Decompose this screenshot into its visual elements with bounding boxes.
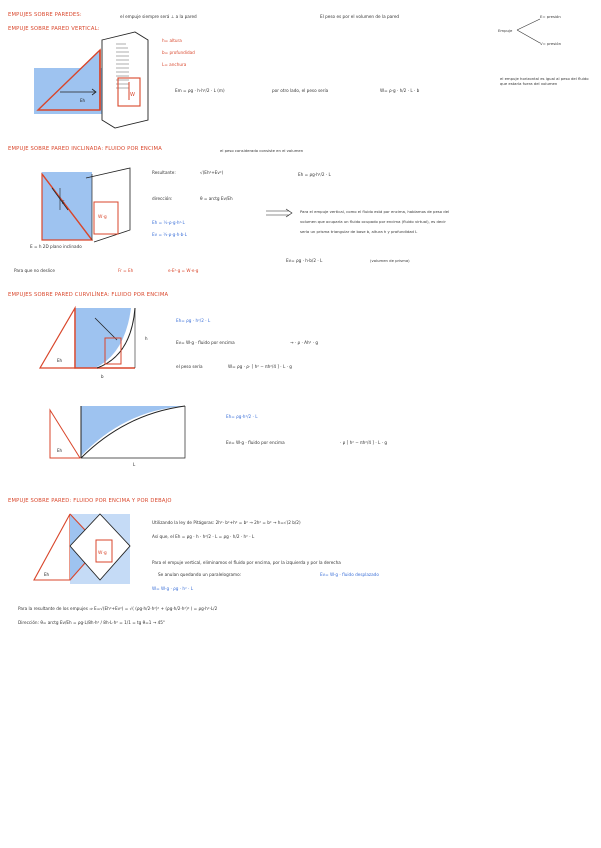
title-pared-vertical: EMPUJE SOBRE PARED VERTICAL: — [8, 26, 100, 32]
ev-right: Ev= ρg · h·b/2 · L — [286, 258, 323, 263]
figure-curved-wall-1 — [35, 304, 155, 380]
direction-label: dirección: — [152, 196, 173, 201]
svg-text:h: h — [145, 336, 148, 341]
title-pared-inclinada: EMPUJE SOBRE PARED INCLINADA: FLUIDO POR ENCIMA — [8, 146, 162, 152]
note-weight: El peso es por el volumen de la pared — [320, 14, 400, 19]
curved-ev-expr: → · ρ · Ah² · g — [290, 340, 319, 345]
cond-w: e·E²·g = W·e·g — [168, 268, 199, 273]
svg-text:W·g: W·g — [98, 215, 107, 220]
curved-eh2: Eh= ρg·h²/2 · L — [226, 414, 258, 419]
list-item-h: h= altura — [162, 38, 182, 43]
branch-root: Empuje — [498, 28, 513, 33]
para-line-2: volumen que ocuparía un fluido ocupado por encima (fluido virtual), es decir — [300, 219, 446, 224]
branch-lines — [515, 16, 545, 46]
sec4-line-3: Para el empuje vertical, eliminamos el fluido por encima, por la izquierda y por la derecha — [152, 560, 341, 565]
eh-formula: Eh = ½·ρ·g·h²·L — [152, 220, 185, 225]
side-note: el empuje horizontal es igual al peso del fluido que estaría fuera del volumen — [500, 76, 589, 86]
para-line-3: sería un prisma triangular de base b, altura h y profundidad L — [300, 229, 418, 234]
para-no-deslice: Para que no deslice — [14, 268, 55, 273]
sec4-line-2: Así que, el Eh = ρg · h · h²/2 · L = ρg · h/2 · h² · L — [152, 534, 255, 539]
resultant-label: Resultante: — [152, 170, 176, 175]
ev-formula: Ev = ½·ρ·g·h·b·L — [152, 232, 187, 237]
list-item-b: b= profundidad — [162, 50, 195, 55]
figure-curved-wall-2 — [45, 400, 205, 470]
svg-text:Eh: Eh — [44, 572, 50, 577]
sec4-line-4: Se anulan quedando un paralelogramo: — [158, 572, 242, 577]
figure-vertical-wall — [30, 30, 160, 130]
connector-text: por otro lado, el peso sería — [272, 88, 329, 93]
figure-inclined-wall — [38, 160, 148, 250]
figure-diamond-wall — [30, 508, 150, 588]
cond-fr: Fr = Eh — [118, 268, 134, 273]
subtitle-volumen: el peso considerado consiste en el volumen — [220, 148, 304, 153]
sec4-resultant: Para la resultante de los empujes ⇒ E=√(Eh²+Ev²) = √( (ρg·h/2·h²)² + (ρg·h/2·h²)² ) = ρg·h²·L/2 — [18, 606, 218, 611]
arrow-implies — [265, 208, 295, 218]
title-empujes-paredes: EMPUJES SOBRE PAREDES: — [8, 12, 82, 18]
title-encima-debajo: EMPUJE SOBRE PARED: FLUIDO POR ENCIMA Y POR DEBAJO — [8, 498, 172, 504]
svg-text:Eh: Eh — [57, 448, 63, 453]
para-line-1: Para el empuje vertical, como el fluido está por encima, hablamos de peso del — [300, 209, 450, 214]
curved-peso: W= ρg · ρ· [ h² − πh²/4 ] · L · g — [228, 364, 292, 369]
svg-text:W: W — [130, 92, 135, 98]
note-perpendicular: el empuje siempre será ⊥ a la pared — [120, 14, 197, 19]
svg-text:Eh: Eh — [80, 98, 86, 103]
sec4-line-1: Utilizando la ley de Pitágoras: 2h²· b²+h² = b² → 2h² = b² → h=√(2 b/2) — [152, 520, 301, 525]
curved-peso-label: el peso sería — [176, 364, 203, 369]
direction-formula: θ = arctg Ev/Eh — [200, 196, 233, 201]
svg-text:L: L — [133, 462, 136, 467]
ev-note: (volumen de prisma) — [370, 258, 410, 263]
svg-text:W·g: W·g — [98, 551, 107, 556]
formula-em: Em = ρg · h·h²/2 · L (m) — [175, 88, 225, 93]
svg-text:Eh: Eh — [57, 358, 63, 363]
eh-right: Eh = ρg·h²/2 · L — [298, 172, 331, 177]
formula-w: W= ρ·g · h/2 · L · b — [380, 88, 420, 93]
title-pared-curvilinea: EMPUJES SOBRE PARED CURVILÍNEA: FLUIDO POR ENCIMA — [8, 292, 169, 298]
note-plano: E = h 2D plano inclinado — [30, 244, 82, 249]
curved-ev2: Ev= W·g · fluido por encima — [226, 440, 285, 445]
curved-eh: Eh= ρg · h²/2 · L — [176, 318, 211, 323]
curved-ev2-expr: · ρ [ h² − πh²/4 ] · L · g — [340, 440, 387, 445]
branch-b: V= presión — [540, 41, 561, 46]
resultant-formula: √(Eh²+Ev²) — [200, 170, 224, 175]
sec4-line-4b: Ev= W·g · fluido desplazado — [320, 572, 379, 577]
curved-ev-label: Ev= W·g · fluido por encima — [176, 340, 235, 345]
sec4-line-5: W= W·g · ρg · h² · L — [152, 586, 194, 591]
sec4-direction: Dirección: θ= arctg Ev/Eh = ρg·L/8h·h² / 8h·L·h² = 1/1 = tg θ=1 → 45° — [18, 620, 165, 625]
list-item-l: L= anchura — [162, 62, 187, 67]
branch-a: E= presión — [540, 14, 561, 19]
svg-text:b: b — [101, 374, 104, 379]
svg-text:E: E — [62, 200, 65, 205]
